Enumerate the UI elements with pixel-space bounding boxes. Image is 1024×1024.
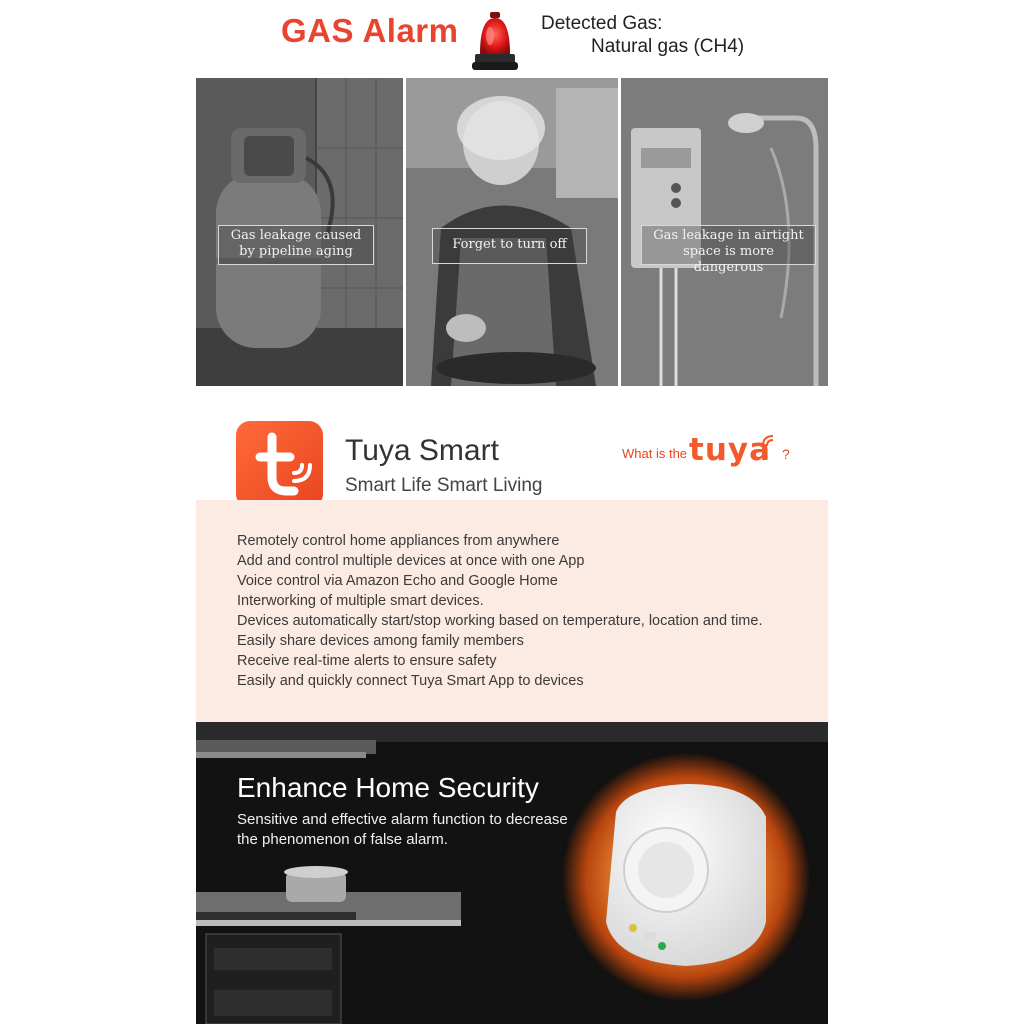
caption-line: Forget to turn off bbox=[452, 237, 567, 252]
panel-pipeline-aging bbox=[196, 78, 403, 386]
list-item: Receive real-time alerts to ensure safety bbox=[237, 653, 497, 669]
features-panel bbox=[196, 500, 828, 722]
header bbox=[0, 0, 1024, 78]
caption-pipeline-aging bbox=[218, 225, 374, 265]
security-section bbox=[196, 722, 828, 1024]
kitchen-illustration bbox=[196, 722, 828, 1024]
list-item: Add and control multiple devices at once with one App bbox=[237, 553, 585, 569]
caption-line: Gas leakage caused bbox=[230, 228, 362, 243]
panel-airtight-space bbox=[621, 78, 828, 386]
list-item: Easily share devices among family members bbox=[237, 633, 524, 649]
features-list bbox=[237, 531, 762, 691]
caption-forget-turn-off bbox=[432, 228, 587, 264]
caption-line: Gas leakage in airtight bbox=[653, 228, 804, 243]
caption-airtight-space bbox=[641, 225, 816, 275]
question-mark: ? bbox=[782, 446, 790, 462]
list-item: Easily and quickly connect Tuya Smart App to devices bbox=[237, 673, 584, 689]
tuya-subtitle: Smart Life Smart Living bbox=[345, 475, 543, 496]
list-item: Devices automatically start/stop working based on temperature, location and time. bbox=[237, 613, 763, 629]
detected-gas-label: Detected Gas: bbox=[541, 13, 663, 34]
security-description: Sensitive and effective alarm function to decrease the phenomenon of false alarm. bbox=[237, 811, 568, 848]
list-item: Voice control via Amazon Echo and Google Home bbox=[237, 573, 558, 589]
list-item: Remotely control home appliances from anywhere bbox=[237, 533, 560, 549]
tuya-title: Tuya Smart bbox=[345, 434, 499, 467]
caption-line: space is more dangerous bbox=[683, 244, 774, 275]
panel-forget-turn-off bbox=[406, 78, 618, 386]
security-title: Enhance Home Security bbox=[237, 772, 539, 803]
alarm-light-icon bbox=[470, 10, 520, 72]
detected-gas-value: Natural gas (CH4) bbox=[591, 36, 745, 57]
tuya-logo-icon bbox=[236, 421, 323, 508]
tuya-brand: tuya bbox=[689, 432, 772, 468]
caption-line: by pipeline aging bbox=[239, 244, 353, 259]
what-is-label: What is the bbox=[622, 446, 688, 461]
wifi-signal-icon bbox=[761, 432, 777, 448]
list-item: Interworking of multiple smart devices. bbox=[237, 593, 484, 609]
page-title: GAS Alarm bbox=[281, 12, 459, 49]
